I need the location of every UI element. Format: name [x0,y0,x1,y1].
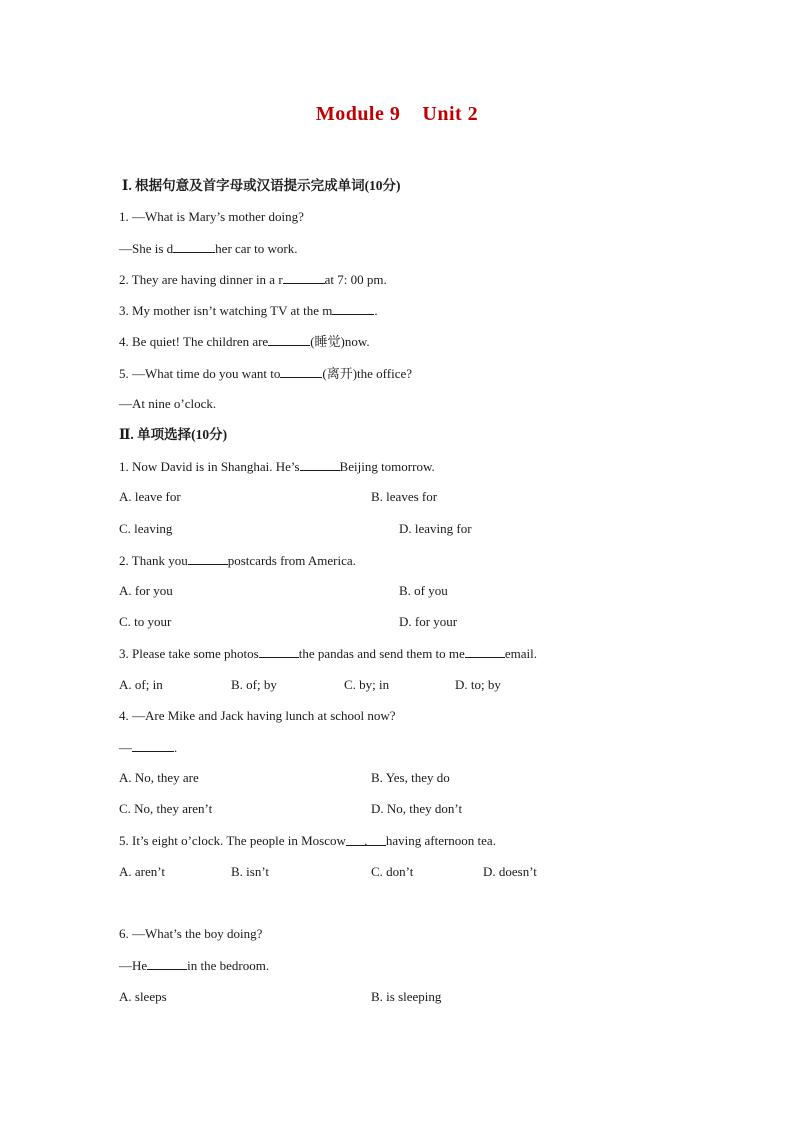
q1-option-b[interactable]: B. leaves for [371,489,438,504]
s2-question-4-answer: — . [119,740,178,755]
q3-option-d[interactable]: D. to; by [455,677,501,692]
s2-question-4: 4. —Are Mike and Jack having lunch at school now? [119,708,396,723]
q2-option-a[interactable]: A. for you [119,583,173,598]
q2-option-b[interactable]: B. of you [399,583,448,598]
q4-option-a[interactable]: A. No, they are [119,770,199,785]
q3-option-b[interactable]: B. of; by [231,677,277,692]
q6-option-b[interactable]: B. is sleeping [371,989,442,1004]
s1-item-1: 1. —What is Mary’s mother doing? [119,209,304,224]
q2-option-d[interactable]: D. for your [399,614,458,629]
q5-option-b[interactable]: B. isn’t [231,864,270,879]
q4-option-c[interactable]: C. No, they aren’t [119,801,213,816]
answer-blank[interactable] [259,645,299,658]
answer-blank[interactable] [283,271,325,284]
q1-option-a[interactable]: A. leave for [119,489,181,504]
s1-item-1-answer: —She is d her car to work. [119,241,298,256]
answer-blank[interactable] [268,333,310,346]
s1-item-4: 4. Be quiet! The children are (睡觉)now. [119,334,370,349]
answer-blank[interactable] [173,240,215,253]
answer-blank[interactable] [280,365,322,378]
s2-question-1: 1. Now David is in Shanghai. He’s Beijing tomorrow. [119,459,435,474]
section-1-heading: Ⅰ. 根据句意及首字母或汉语提示完成单词(10分) [122,178,401,193]
answer-blank[interactable] [132,739,174,752]
answer-blank[interactable] [300,458,340,471]
q5-option-a[interactable]: A. aren’t [119,864,165,879]
answer-blank[interactable]: . [346,833,386,846]
page-title [0,103,794,126]
q4-option-b[interactable]: B. Yes, they do [371,770,450,785]
answer-blank[interactable] [188,552,228,565]
q1-option-d[interactable]: D. leaving for [399,521,472,536]
q5-option-d[interactable]: D. doesn’t [483,864,537,879]
answer-blank[interactable] [332,302,374,315]
q3-option-c[interactable]: C. by; in [344,677,390,692]
q5-option-c[interactable]: C. don’t [371,864,414,879]
q3-option-a[interactable]: A. of; in [119,677,163,692]
q2-option-c[interactable]: C. to your [119,614,172,629]
s2-question-5: 5. It’s eight o’clock. The people in Moscow . having afternoon tea. [119,833,496,848]
s1-item-5: 5. —What time do you want to (离开)the office? [119,366,413,381]
s2-question-2: 2. Thank you postcards from America. [119,553,356,568]
s2-question-6-answer: —He in the bedroom. [119,958,270,973]
s1-item-5-answer: —At nine o’clock. [119,396,217,411]
title-module: Module 9 [315,103,401,125]
q6-option-a[interactable]: A. sleeps [119,989,167,1004]
q4-option-d[interactable]: D. No, they don’t [371,801,463,816]
answer-blank[interactable] [465,645,505,658]
s2-question-6: 6. —What’s the boy doing? [119,926,263,941]
answer-blank[interactable] [147,957,187,970]
s1-item-2: 2. They are having dinner in a r at 7: 00 pm. [119,272,387,287]
s2-question-3: 3. Please take some photos the pandas and send them to me email. [119,646,537,661]
s1-item-3: 3. My mother isn’t watching TV at the m . [119,303,378,318]
section-2-heading: Ⅱ. 单项选择(10分) [119,427,228,442]
title-unit: Unit 2 [422,103,479,125]
q1-option-c[interactable]: C. leaving [119,521,173,536]
